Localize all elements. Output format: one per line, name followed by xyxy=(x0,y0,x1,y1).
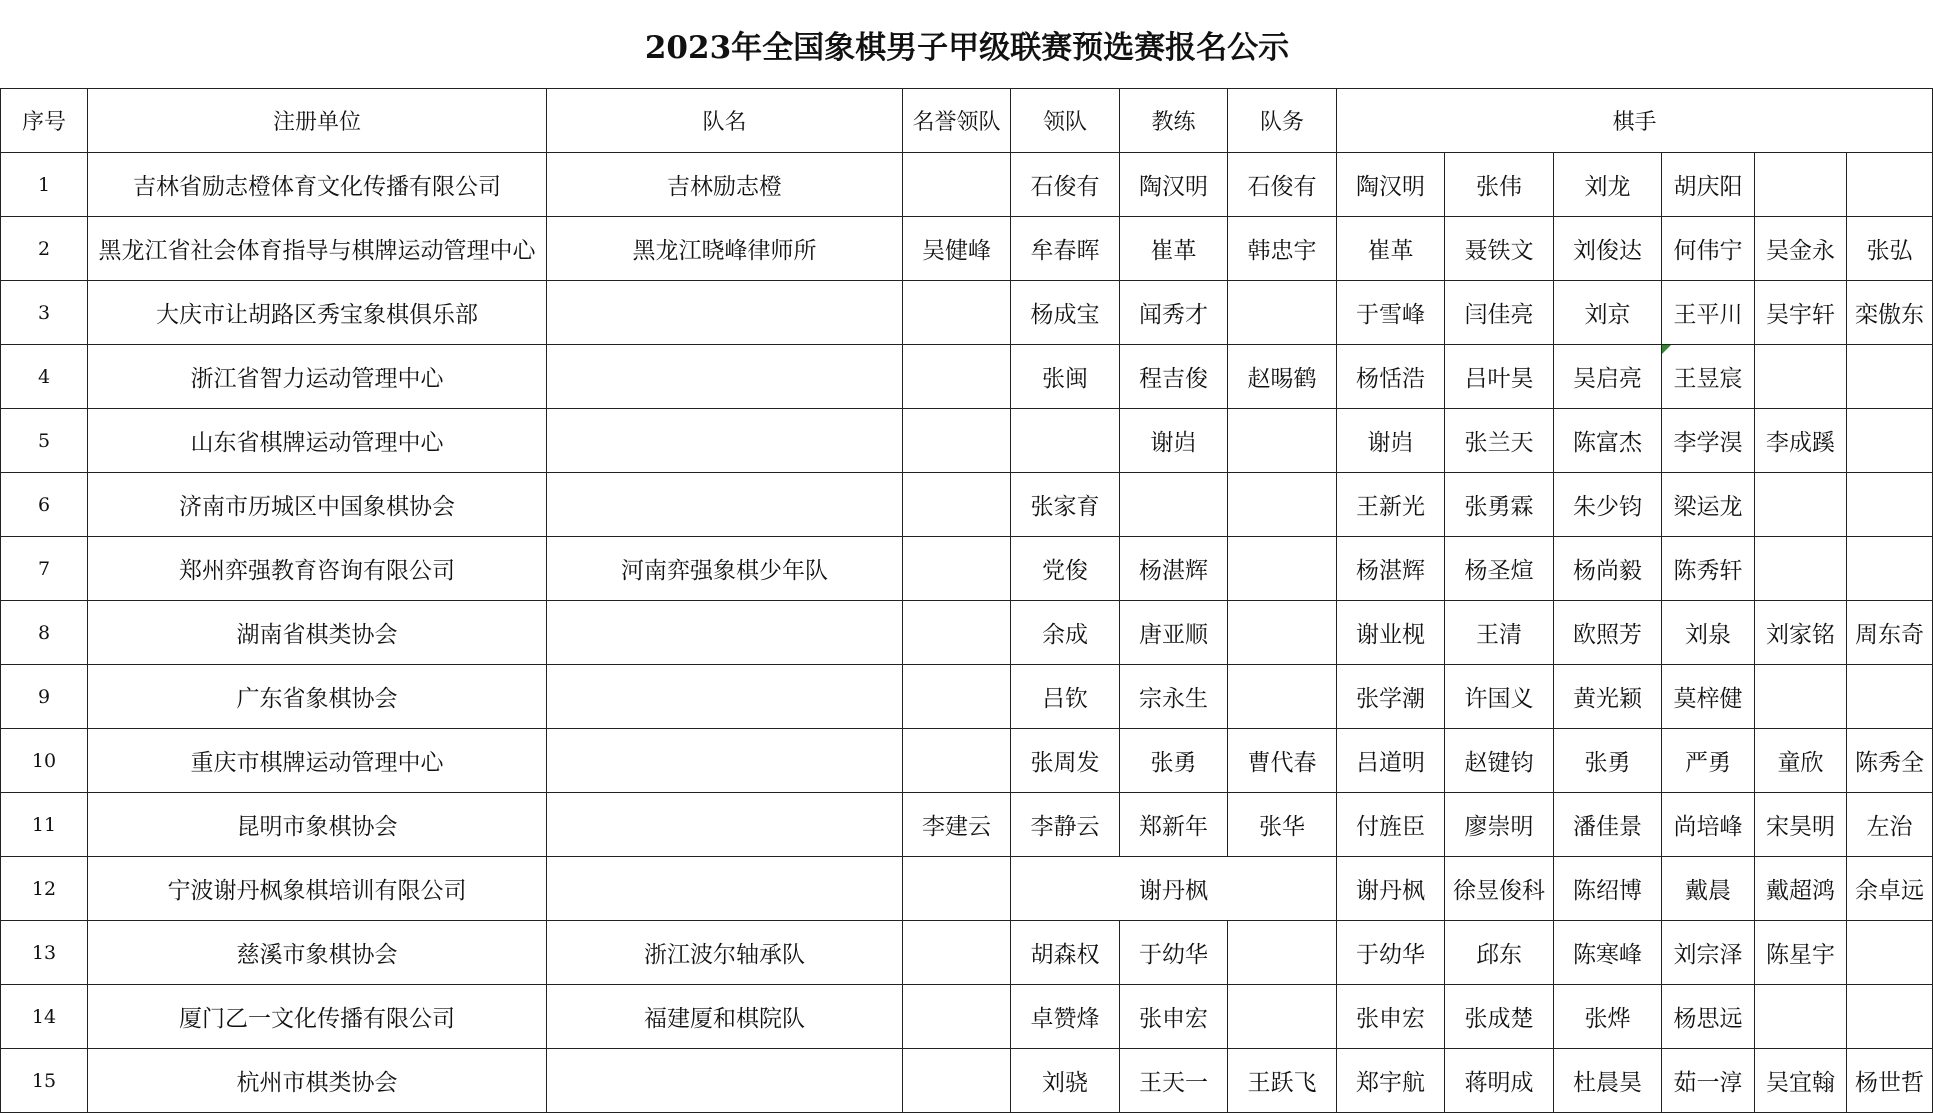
table-row xyxy=(1,793,1933,857)
row-index: 8 xyxy=(1,601,88,665)
row-team: 福建厦和棋院队 xyxy=(547,985,903,1049)
row-coach: 唐亚顺 xyxy=(1120,601,1228,665)
row-player: 廖崇明 xyxy=(1445,793,1554,857)
row-leader: 卓赞烽 xyxy=(1011,985,1120,1049)
row-player: 何伟宁 xyxy=(1662,217,1755,281)
row-affairs xyxy=(1228,409,1337,473)
row-player: 闫佳亮 xyxy=(1445,281,1554,345)
row-player: 张学潮 xyxy=(1337,665,1445,729)
row-player xyxy=(1847,921,1933,985)
row-honorary-leader xyxy=(903,409,1011,473)
row-honorary-leader xyxy=(903,281,1011,345)
row-player: 崔革 xyxy=(1337,217,1445,281)
row-player: 张兰天 xyxy=(1445,409,1554,473)
table-row xyxy=(1,153,1933,217)
row-leader: 牟春晖 xyxy=(1011,217,1120,281)
row-team xyxy=(547,281,903,345)
row-affairs xyxy=(1228,601,1337,665)
row-honorary-leader xyxy=(903,665,1011,729)
row-player: 徐昱俊科 xyxy=(1445,857,1554,921)
row-player xyxy=(1755,153,1847,217)
row-coach: 王天一 xyxy=(1120,1049,1228,1113)
row-coach: 闻秀才 xyxy=(1120,281,1228,345)
row-player: 李成蹊 xyxy=(1755,409,1847,473)
row-player: 莫梓健 xyxy=(1662,665,1755,729)
row-player: 陈星宇 xyxy=(1755,921,1847,985)
row-team xyxy=(547,473,903,537)
row-player: 于雪峰 xyxy=(1337,281,1445,345)
row-affairs xyxy=(1228,921,1337,985)
row-coach: 程吉俊 xyxy=(1120,345,1228,409)
row-player: 吴宜翰 xyxy=(1755,1049,1847,1113)
row-team xyxy=(547,601,903,665)
row-player: 谢丹枫 xyxy=(1337,857,1445,921)
row-player xyxy=(1847,473,1933,537)
row-affairs: 张华 xyxy=(1228,793,1337,857)
table-row xyxy=(1,537,1933,601)
row-index: 7 xyxy=(1,537,88,601)
row-player: 蒋明成 xyxy=(1445,1049,1554,1113)
row-index: 11 xyxy=(1,793,88,857)
row-unit: 重庆市棋牌运动管理中心 xyxy=(88,729,547,793)
row-player: 潘佳景 xyxy=(1554,793,1662,857)
row-honorary-leader xyxy=(903,537,1011,601)
row-honorary-leader xyxy=(903,1049,1011,1113)
row-index: 5 xyxy=(1,409,88,473)
row-unit: 郑州弈强教育咨询有限公司 xyxy=(88,537,547,601)
row-player: 吴启亮 xyxy=(1554,345,1662,409)
row-index: 3 xyxy=(1,281,88,345)
row-affairs xyxy=(1228,281,1337,345)
row-affairs: 赵晹鹤 xyxy=(1228,345,1337,409)
row-index: 15 xyxy=(1,1049,88,1113)
row-team xyxy=(547,409,903,473)
row-player: 宋昊明 xyxy=(1755,793,1847,857)
table-row xyxy=(1,665,1933,729)
row-affairs: 王跃飞 xyxy=(1228,1049,1337,1113)
row-index: 14 xyxy=(1,985,88,1049)
row-unit: 湖南省棋类协会 xyxy=(88,601,547,665)
row-player: 戴超鸿 xyxy=(1755,857,1847,921)
row-team xyxy=(547,345,903,409)
row-coach: 谢岿 xyxy=(1120,409,1228,473)
row-leader: 杨成宝 xyxy=(1011,281,1120,345)
row-affairs xyxy=(1228,537,1337,601)
row-affairs xyxy=(1228,473,1337,537)
row-honorary-leader xyxy=(903,921,1011,985)
row-affairs: 曹代春 xyxy=(1228,729,1337,793)
row-player: 张伟 xyxy=(1445,153,1554,217)
row-index: 9 xyxy=(1,665,88,729)
row-player: 于幼华 xyxy=(1337,921,1445,985)
header-index: 序号 xyxy=(1,89,88,153)
row-player: 王新光 xyxy=(1337,473,1445,537)
row-coach: 郑新年 xyxy=(1120,793,1228,857)
row-player: 胡庆阳 xyxy=(1662,153,1755,217)
row-coach: 陶汉明 xyxy=(1120,153,1228,217)
row-player: 刘泉 xyxy=(1662,601,1755,665)
row-player: 周东奇 xyxy=(1847,601,1933,665)
row-team: 浙江波尔轴承队 xyxy=(547,921,903,985)
row-affairs: 石俊有 xyxy=(1228,153,1337,217)
registration-table xyxy=(0,88,1933,1113)
row-index: 13 xyxy=(1,921,88,985)
row-unit: 昆明市象棋协会 xyxy=(88,793,547,857)
row-player: 邱东 xyxy=(1445,921,1554,985)
table-row xyxy=(1,985,1933,1049)
row-team xyxy=(547,857,903,921)
row-team xyxy=(547,665,903,729)
row-player: 谢岿 xyxy=(1337,409,1445,473)
row-player: 杨世哲 xyxy=(1847,1049,1933,1113)
row-leader: 张家育 xyxy=(1011,473,1120,537)
row-player: 刘京 xyxy=(1554,281,1662,345)
row-player xyxy=(1755,537,1847,601)
row-honorary-leader: 吴健峰 xyxy=(903,217,1011,281)
row-affairs xyxy=(1228,985,1337,1049)
row-player: 陈寒峰 xyxy=(1554,921,1662,985)
row-player: 张烨 xyxy=(1554,985,1662,1049)
row-unit: 山东省棋牌运动管理中心 xyxy=(88,409,547,473)
row-team xyxy=(547,729,903,793)
row-coach: 于幼华 xyxy=(1120,921,1228,985)
row-index: 10 xyxy=(1,729,88,793)
row-coach: 张申宏 xyxy=(1120,985,1228,1049)
table-row xyxy=(1,729,1933,793)
row-player: 严勇 xyxy=(1662,729,1755,793)
row-leader: 石俊有 xyxy=(1011,153,1120,217)
row-team: 吉林励志橙 xyxy=(547,153,903,217)
row-player xyxy=(1847,409,1933,473)
row-unit: 厦门乙一文化传播有限公司 xyxy=(88,985,547,1049)
row-honorary-leader xyxy=(903,473,1011,537)
row-honorary-leader xyxy=(903,729,1011,793)
row-index: 4 xyxy=(1,345,88,409)
row-index: 2 xyxy=(1,217,88,281)
row-player xyxy=(1847,345,1933,409)
row-leader: 张周发 xyxy=(1011,729,1120,793)
row-player: 张成楚 xyxy=(1445,985,1554,1049)
row-index: 1 xyxy=(1,153,88,217)
table-row xyxy=(1,281,1933,345)
table-row xyxy=(1,1049,1933,1113)
row-player: 杨湛辉 xyxy=(1337,537,1445,601)
row-player: 茹一淳 xyxy=(1662,1049,1755,1113)
row-leader: 张闽 xyxy=(1011,345,1120,409)
table-body xyxy=(1,153,1933,1113)
row-player: 陈秀轩 xyxy=(1662,537,1755,601)
row-player: 余卓远 xyxy=(1847,857,1933,921)
row-player: 许国义 xyxy=(1445,665,1554,729)
row-player xyxy=(1847,665,1933,729)
row-team xyxy=(547,1049,903,1113)
header-team: 队名 xyxy=(547,89,903,153)
row-leader: 余成 xyxy=(1011,601,1120,665)
row-player: 张弘 xyxy=(1847,217,1933,281)
row-player xyxy=(1847,153,1933,217)
row-player xyxy=(1755,473,1847,537)
row-honorary-leader: 李建云 xyxy=(903,793,1011,857)
row-player: 王清 xyxy=(1445,601,1554,665)
row-coach: 宗永生 xyxy=(1120,665,1228,729)
row-player: 黄光颖 xyxy=(1554,665,1662,729)
row-player xyxy=(1755,985,1847,1049)
row-affairs xyxy=(1228,665,1337,729)
row-coach xyxy=(1120,473,1228,537)
row-unit: 济南市历城区中国象棋协会 xyxy=(88,473,547,537)
header-honorary-leader: 名誉领队 xyxy=(903,89,1011,153)
row-leader xyxy=(1011,409,1120,473)
row-player: 陈绍博 xyxy=(1554,857,1662,921)
row-team: 黑龙江晓峰律师所 xyxy=(547,217,903,281)
table-row xyxy=(1,473,1933,537)
row-index: 12 xyxy=(1,857,88,921)
row-leader: 胡森权 xyxy=(1011,921,1120,985)
row-player: 梁运龙 xyxy=(1662,473,1755,537)
table-row xyxy=(1,345,1933,409)
row-player: 吴宇轩 xyxy=(1755,281,1847,345)
table-row xyxy=(1,921,1933,985)
row-player: 栾傲东 xyxy=(1847,281,1933,345)
row-player: 刘宗泽 xyxy=(1662,921,1755,985)
row-player: 左治 xyxy=(1847,793,1933,857)
row-unit: 宁波谢丹枫象棋培训有限公司 xyxy=(88,857,547,921)
row-player: 童欣 xyxy=(1755,729,1847,793)
row-player: 尚培峰 xyxy=(1662,793,1755,857)
table-row xyxy=(1,857,1933,921)
row-player: 王昱宸 xyxy=(1662,345,1755,409)
row-unit: 吉林省励志橙体育文化传播有限公司 xyxy=(88,153,547,217)
row-player: 杨圣煊 xyxy=(1445,537,1554,601)
row-player: 吕叶昊 xyxy=(1445,345,1554,409)
row-staff-merged: 谢丹枫 xyxy=(1011,857,1337,921)
row-team: 河南弈强象棋少年队 xyxy=(547,537,903,601)
row-player xyxy=(1847,537,1933,601)
row-player: 欧照芳 xyxy=(1554,601,1662,665)
row-coach: 崔革 xyxy=(1120,217,1228,281)
header-coach: 教练 xyxy=(1120,89,1228,153)
row-honorary-leader xyxy=(903,601,1011,665)
table-row xyxy=(1,409,1933,473)
row-honorary-leader xyxy=(903,153,1011,217)
row-honorary-leader xyxy=(903,985,1011,1049)
row-team xyxy=(547,793,903,857)
row-player: 陶汉明 xyxy=(1337,153,1445,217)
table-row xyxy=(1,601,1933,665)
row-player: 郑宇航 xyxy=(1337,1049,1445,1113)
row-unit: 杭州市棋类协会 xyxy=(88,1049,547,1113)
header-unit: 注册单位 xyxy=(88,89,547,153)
header-players: 棋手 xyxy=(1337,89,1933,153)
row-player: 陈富杰 xyxy=(1554,409,1662,473)
row-unit: 大庆市让胡路区秀宝象棋俱乐部 xyxy=(88,281,547,345)
row-leader: 吕钦 xyxy=(1011,665,1120,729)
row-player: 刘龙 xyxy=(1554,153,1662,217)
row-player xyxy=(1755,665,1847,729)
row-affairs: 韩忠宇 xyxy=(1228,217,1337,281)
row-player: 王平川 xyxy=(1662,281,1755,345)
row-player: 赵键钧 xyxy=(1445,729,1554,793)
row-honorary-leader xyxy=(903,857,1011,921)
row-player: 张申宏 xyxy=(1337,985,1445,1049)
row-player xyxy=(1755,345,1847,409)
row-player: 付旌臣 xyxy=(1337,793,1445,857)
row-player: 朱少钧 xyxy=(1554,473,1662,537)
header-affairs: 队务 xyxy=(1228,89,1337,153)
row-player: 吕道明 xyxy=(1337,729,1445,793)
row-player: 李学淏 xyxy=(1662,409,1755,473)
row-leader: 李静云 xyxy=(1011,793,1120,857)
row-player: 张勇霖 xyxy=(1445,473,1554,537)
row-index: 6 xyxy=(1,473,88,537)
row-unit: 慈溪市象棋协会 xyxy=(88,921,547,985)
table-row xyxy=(1,217,1933,281)
header-row xyxy=(1,89,1933,153)
row-unit: 黑龙江省社会体育指导与棋牌运动管理中心 xyxy=(88,217,547,281)
row-unit: 浙江省智力运动管理中心 xyxy=(88,345,547,409)
row-honorary-leader xyxy=(903,345,1011,409)
row-player: 杨思远 xyxy=(1662,985,1755,1049)
row-player: 杨恬浩 xyxy=(1337,345,1445,409)
row-leader: 刘骁 xyxy=(1011,1049,1120,1113)
header-leader: 领队 xyxy=(1011,89,1120,153)
row-player: 刘家铭 xyxy=(1755,601,1847,665)
row-player: 杨尚毅 xyxy=(1554,537,1662,601)
row-player: 杜晨昊 xyxy=(1554,1049,1662,1113)
row-player: 陈秀全 xyxy=(1847,729,1933,793)
row-player: 戴晨 xyxy=(1662,857,1755,921)
row-unit: 广东省象棋协会 xyxy=(88,665,547,729)
row-player: 刘俊达 xyxy=(1554,217,1662,281)
page-title: 2023年全国象棋男子甲级联赛预选赛报名公示 xyxy=(644,30,1290,66)
row-player: 张勇 xyxy=(1554,729,1662,793)
row-player xyxy=(1847,985,1933,1049)
row-leader: 党俊 xyxy=(1011,537,1120,601)
row-coach: 张勇 xyxy=(1120,729,1228,793)
row-player: 谢业枧 xyxy=(1337,601,1445,665)
row-player: 吴金永 xyxy=(1755,217,1847,281)
row-player: 聂铁文 xyxy=(1445,217,1554,281)
row-coach: 杨湛辉 xyxy=(1120,537,1228,601)
